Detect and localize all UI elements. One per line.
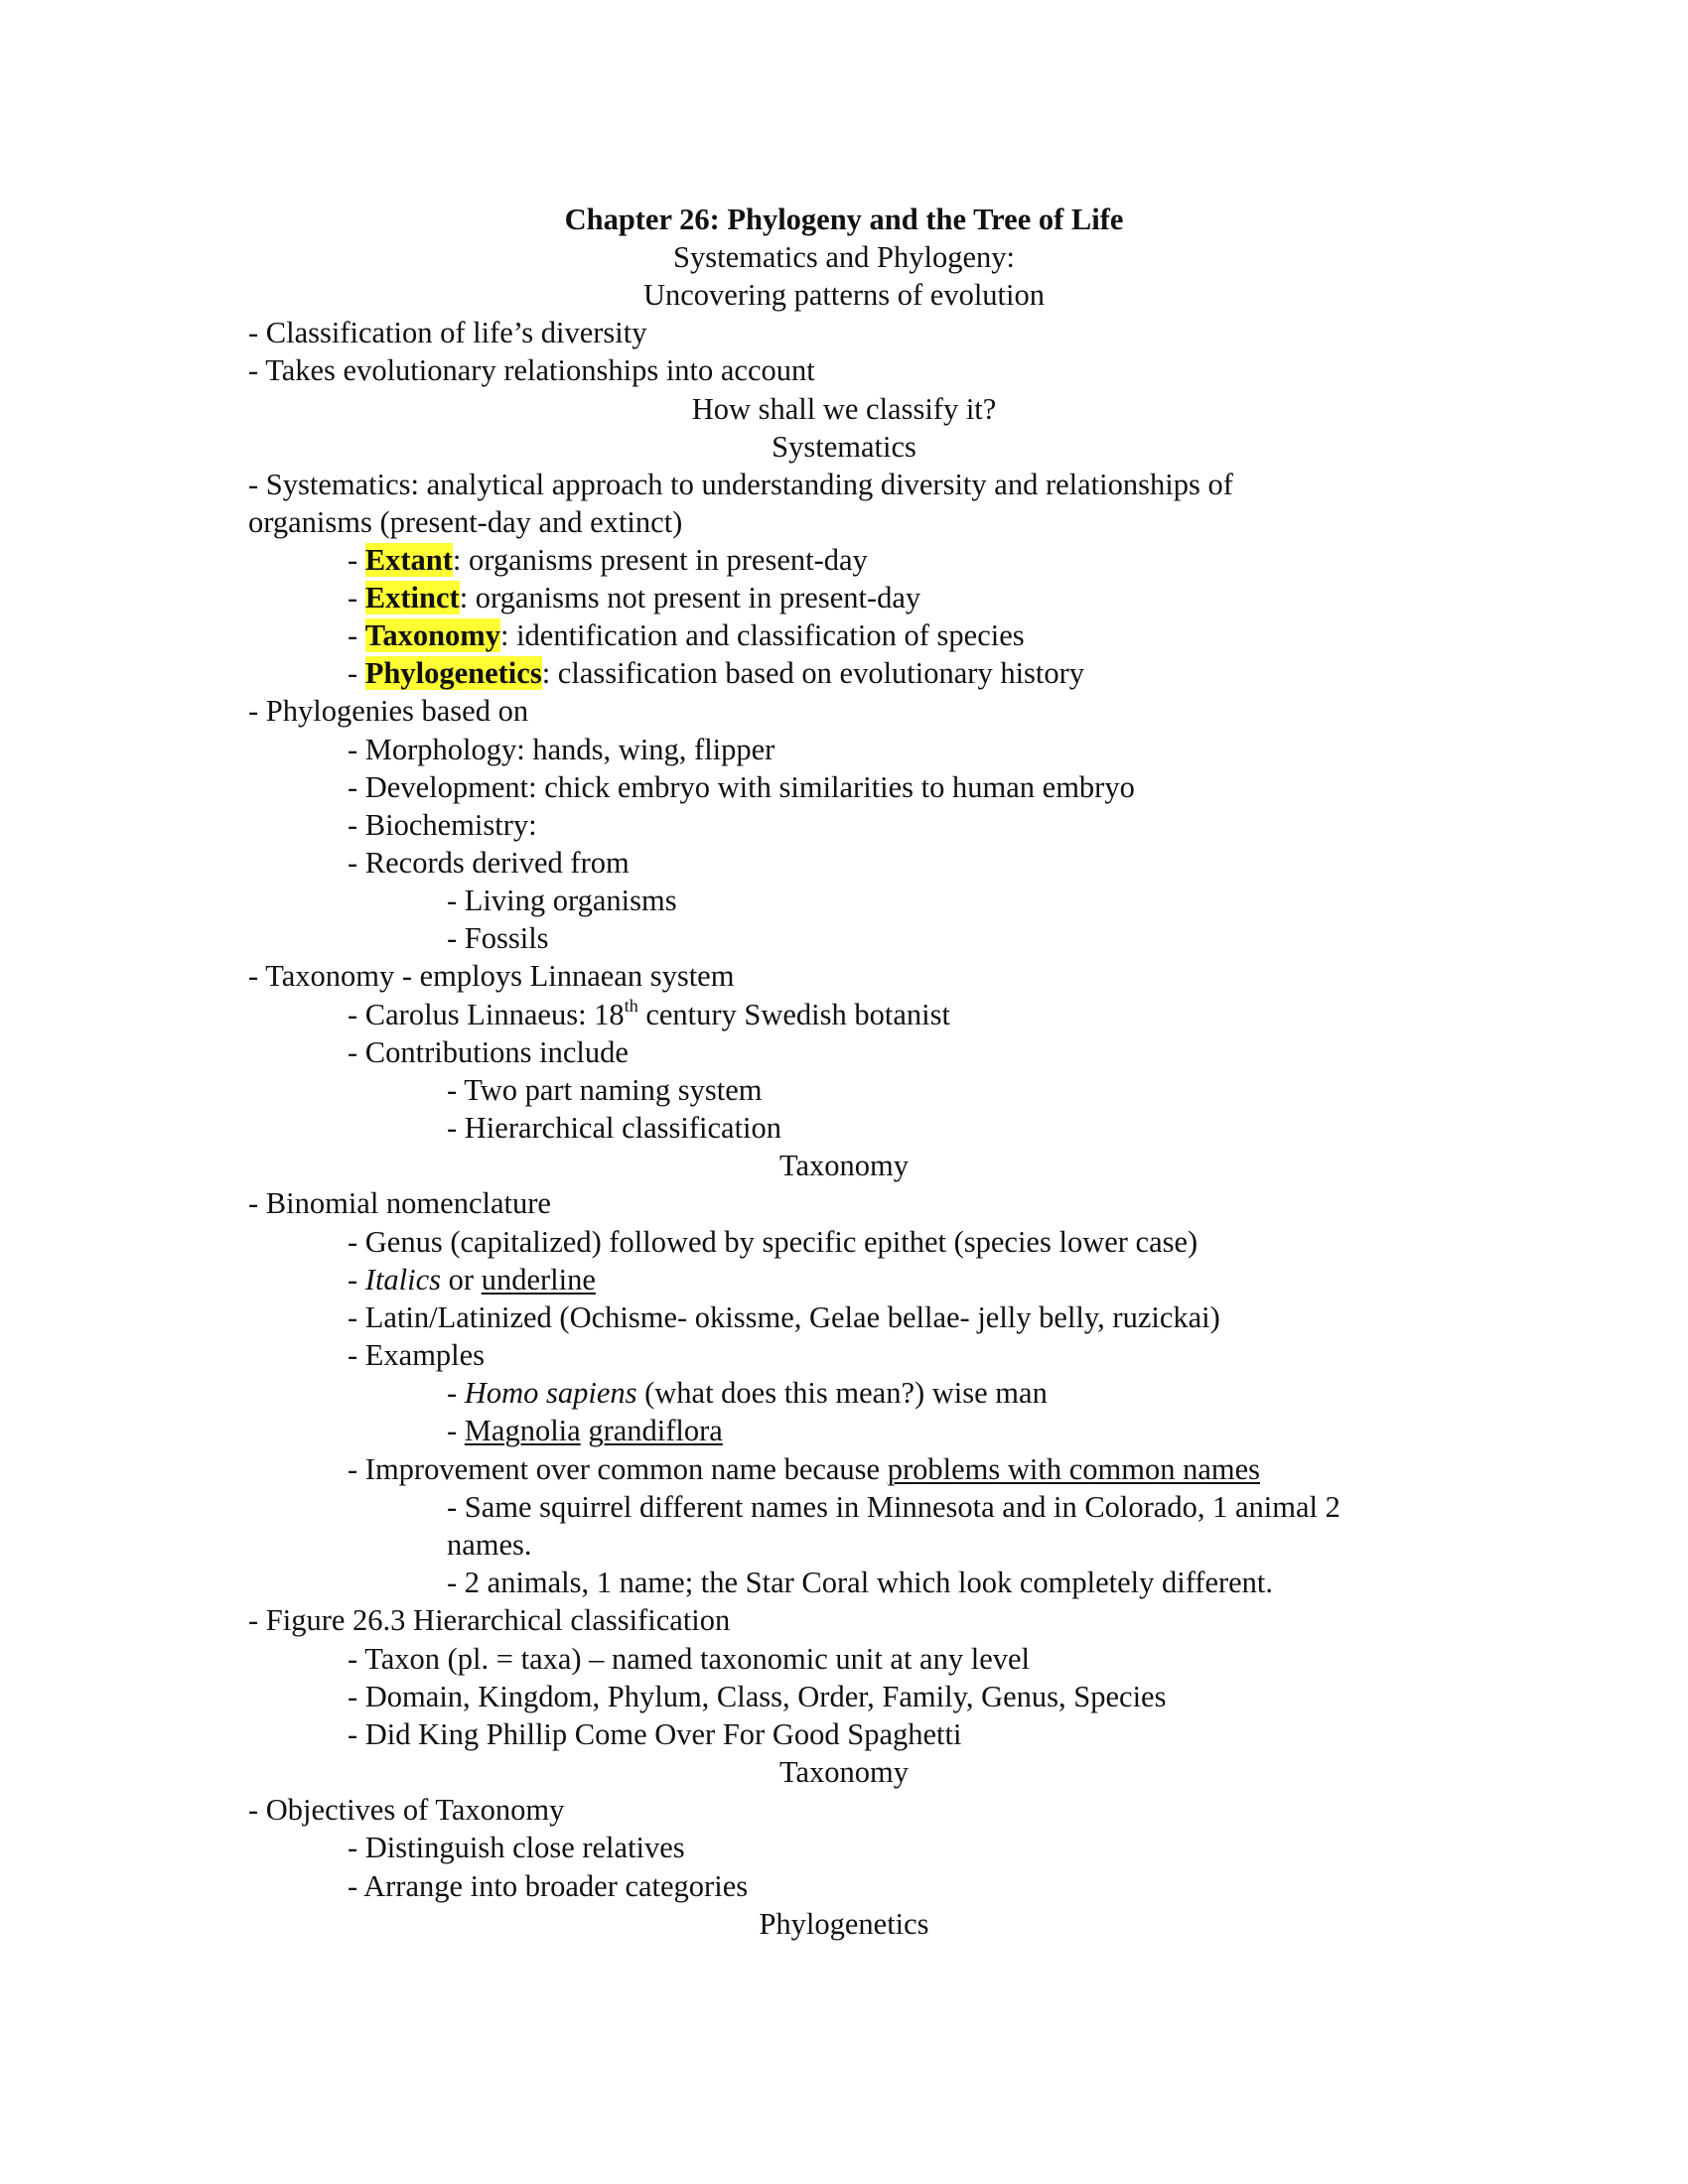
examples-label: - Examples <box>348 1338 486 1372</box>
contribution-item: - Two part naming system <box>447 1073 763 1107</box>
section-heading-taxonomy: Taxonomy <box>778 1755 909 1789</box>
linnaeus-item: - Carolus Linnaeus: 18th century Swedish botanist <box>348 996 950 1031</box>
binomial-label: - Binomial nomenclature <box>248 1186 551 1220</box>
term-taxonomy: - Taxonomy: identification and classification of species <box>348 618 1025 652</box>
example-magnolia: - Magnolia grandiflora <box>447 1414 723 1447</box>
phylogenies-label: - Phylogenies based on <box>248 694 529 728</box>
section-heading-taxonomy: Taxonomy <box>778 1149 909 1182</box>
phylogeny-basis-item: - Morphology: hands, wing, flipper <box>348 733 775 766</box>
section-heading-systematics: Systematics <box>772 430 916 464</box>
section-heading-classify: How shall we classify it? <box>691 392 997 426</box>
highlighted-term: Extant <box>364 543 453 577</box>
intro-item: - Classification of life’s diversity <box>248 316 647 349</box>
problem-item-coral: - 2 animals, 1 name; the Star Coral which look completely different. <box>447 1566 1274 1599</box>
binomial-item: - Latin/Latinized (Ochisme- okissme, Gelae bellae- jelly belly, ruzickai) <box>348 1300 1220 1334</box>
systematics-definition-cont: organisms (present-day and extinct) <box>248 505 683 539</box>
problem-item-squirrel-cont: names. <box>447 1528 532 1562</box>
problem-item-squirrel: - Same squirrel different names in Minnesota and in Colorado, 1 animal 2 <box>447 1490 1340 1524</box>
figure-item: - Taxon (pl. = taxa) – named taxonomic unit at any level <box>348 1642 1030 1676</box>
term-phylogenetics: - Phylogenetics: classification based on evolutionary history <box>348 656 1085 690</box>
phylogeny-basis-item: - Biochemistry: <box>348 808 537 842</box>
record-source-item: - Living organisms <box>447 884 677 917</box>
objective-item: - Arrange into broader categories <box>348 1869 749 1903</box>
figure-item: - Did King Phillip Come Over For Good Spaghetti <box>348 1717 962 1751</box>
objective-item: - Distinguish close relatives <box>348 1831 685 1864</box>
objectives-label: - Objectives of Taxonomy <box>248 1793 565 1827</box>
linnaean-label: - Taxonomy - employs Linnaean system <box>248 959 735 993</box>
example-homo-sapiens: - Homo sapiens (what does this mean?) wise man <box>447 1376 1048 1410</box>
highlighted-term: Extinct <box>364 581 460 614</box>
record-source-item: - Fossils <box>447 921 549 955</box>
improvement-item: - Improvement over common name because problems with common names <box>348 1452 1260 1486</box>
section-heading-phylogenetics: Phylogenetics <box>759 1907 929 1941</box>
phylogeny-basis-item: - Records derived from <box>348 846 630 880</box>
subtitle-uncovering-patterns: Uncovering patterns of evolution <box>642 278 1046 312</box>
figure-item: - Domain, Kingdom, Phylum, Class, Order, Family, Genus, Species <box>348 1680 1167 1713</box>
term-extinct: - Extinct: organisms not present in present-day <box>348 581 921 614</box>
intro-item: - Takes evolutionary relationships into account <box>248 353 815 387</box>
highlighted-term: Taxonomy <box>364 618 500 652</box>
subtitle-systematics-phylogeny: Systematics and Phylogeny: <box>673 240 1015 274</box>
chapter-title: Chapter 26: Phylogeny and the Tree of Life <box>564 203 1124 236</box>
contributions-label: - Contributions include <box>348 1035 629 1069</box>
phylogeny-basis-item: - Development: chick embryo with similarities to human embryo <box>348 770 1135 804</box>
contribution-item: - Hierarchical classification <box>447 1111 782 1145</box>
highlighted-term: Phylogenetics <box>364 656 542 690</box>
term-extant: - Extant: organisms present in present-day <box>348 543 868 577</box>
binomial-item-italics: - Italics or underline <box>348 1263 596 1297</box>
binomial-item: - Genus (capitalized) followed by specific epithet (species lower case) <box>348 1225 1198 1259</box>
figure-label: - Figure 26.3 Hierarchical classification <box>248 1603 731 1637</box>
systematics-definition: - Systematics: analytical approach to understanding diversity and relationships of <box>248 468 1233 501</box>
